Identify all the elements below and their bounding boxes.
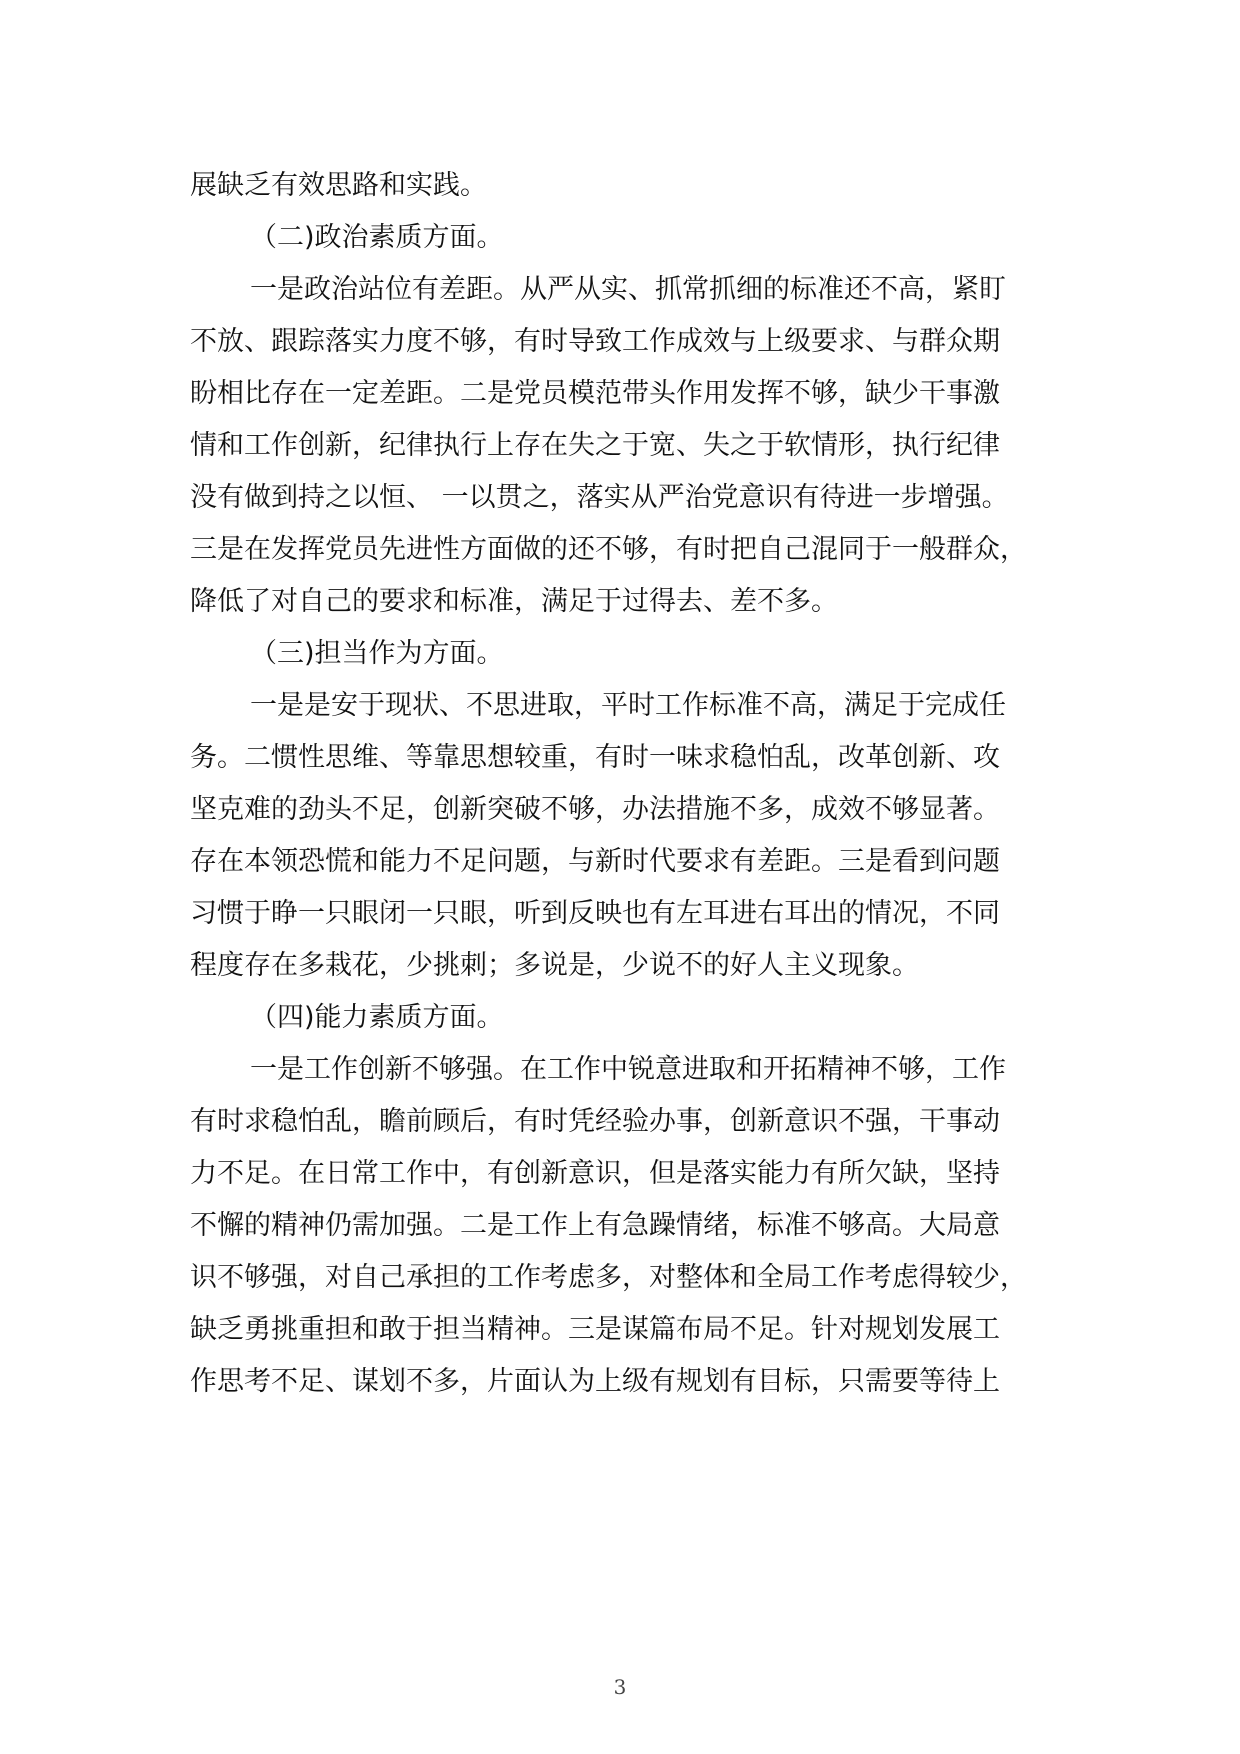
body-line: 没有做到持之以恒、 一以贯之，落实从严治党意识有待进一步增强。 (190, 482, 1009, 513)
body-line: 程度存在多栽花，少挑刺；多说是，少说不的好人主义现象。 (190, 950, 919, 981)
body-line: 作思考不足、谋划不多，片面认为上级有规划有目标，只需要等待上 (190, 1366, 1000, 1397)
body-line: 降低了对自己的要求和标准，满足于过得去、差不多。 (190, 586, 838, 617)
body-line: 三是在发挥党员先进性方面做的还不够，有时把自己混同于一般群众， (190, 534, 1027, 565)
body-line: 盼相比存在一定差距。二是党员模范带头作用发挥不够，缺少干事激 (190, 378, 1000, 409)
section-heading: （四)能力素质方面。 (250, 1002, 504, 1033)
body-line: 存在本领恐慌和能力不足问题，与新时代要求有差距。三是看到问题 (190, 846, 1000, 877)
body-line: 力不足。在日常工作中，有创新意识，但是落实能力有所欠缺，坚持 (190, 1158, 1000, 1189)
body-line: 一是政治站位有差距。从严从实、抓常抓细的标准还不高，紧盯 (250, 274, 1006, 305)
section-heading: （三)担当作为方面。 (250, 638, 504, 669)
body-line: 坚克难的劲头不足，创新突破不够，办法措施不多，成效不够显著。 (190, 794, 1000, 825)
body-line: 不放、跟踪落实力度不够，有时导致工作成效与上级要求、与群众期 (190, 326, 1000, 357)
body-line: 缺乏勇挑重担和敢于担当精神。三是谋篇布局不足。针对规划发展工 (190, 1314, 1000, 1345)
section-heading: （二)政治素质方面。 (250, 222, 504, 253)
body-line: 有时求稳怕乱，瞻前顾后，有时凭经验办事，创新意识不强，干事动 (190, 1106, 1000, 1137)
body-line: 务。二惯性思维、等靠思想较重，有时一味求稳怕乱，改革创新、攻 (190, 742, 1000, 773)
document-body (190, 160, 1060, 1408)
body-line: 不懈的精神仍需加强。二是工作上有急躁情绪，标准不够高。大局意 (190, 1210, 1000, 1241)
body-line: 情和工作创新，纪律执行上存在失之于宽、失之于软情形，执行纪律 (190, 430, 1000, 461)
body-line: 习惯于睁一只眼闭一只眼，听到反映也有左耳进右耳出的情况，不同 (190, 898, 1000, 929)
body-line: 一是工作创新不够强。在工作中锐意进取和开拓精神不够，工作 (250, 1054, 1006, 1085)
body-line: 识不够强，对自己承担的工作考虑多，对整体和全局工作考虑得较少， (190, 1262, 1027, 1293)
body-line: 一是是安于现状、不思进取，平时工作标准不高，满足于完成任 (250, 690, 1006, 721)
page-number: 3 (613, 1675, 627, 1699)
body-line: 展缺乏有效思路和实践。 (190, 170, 487, 201)
